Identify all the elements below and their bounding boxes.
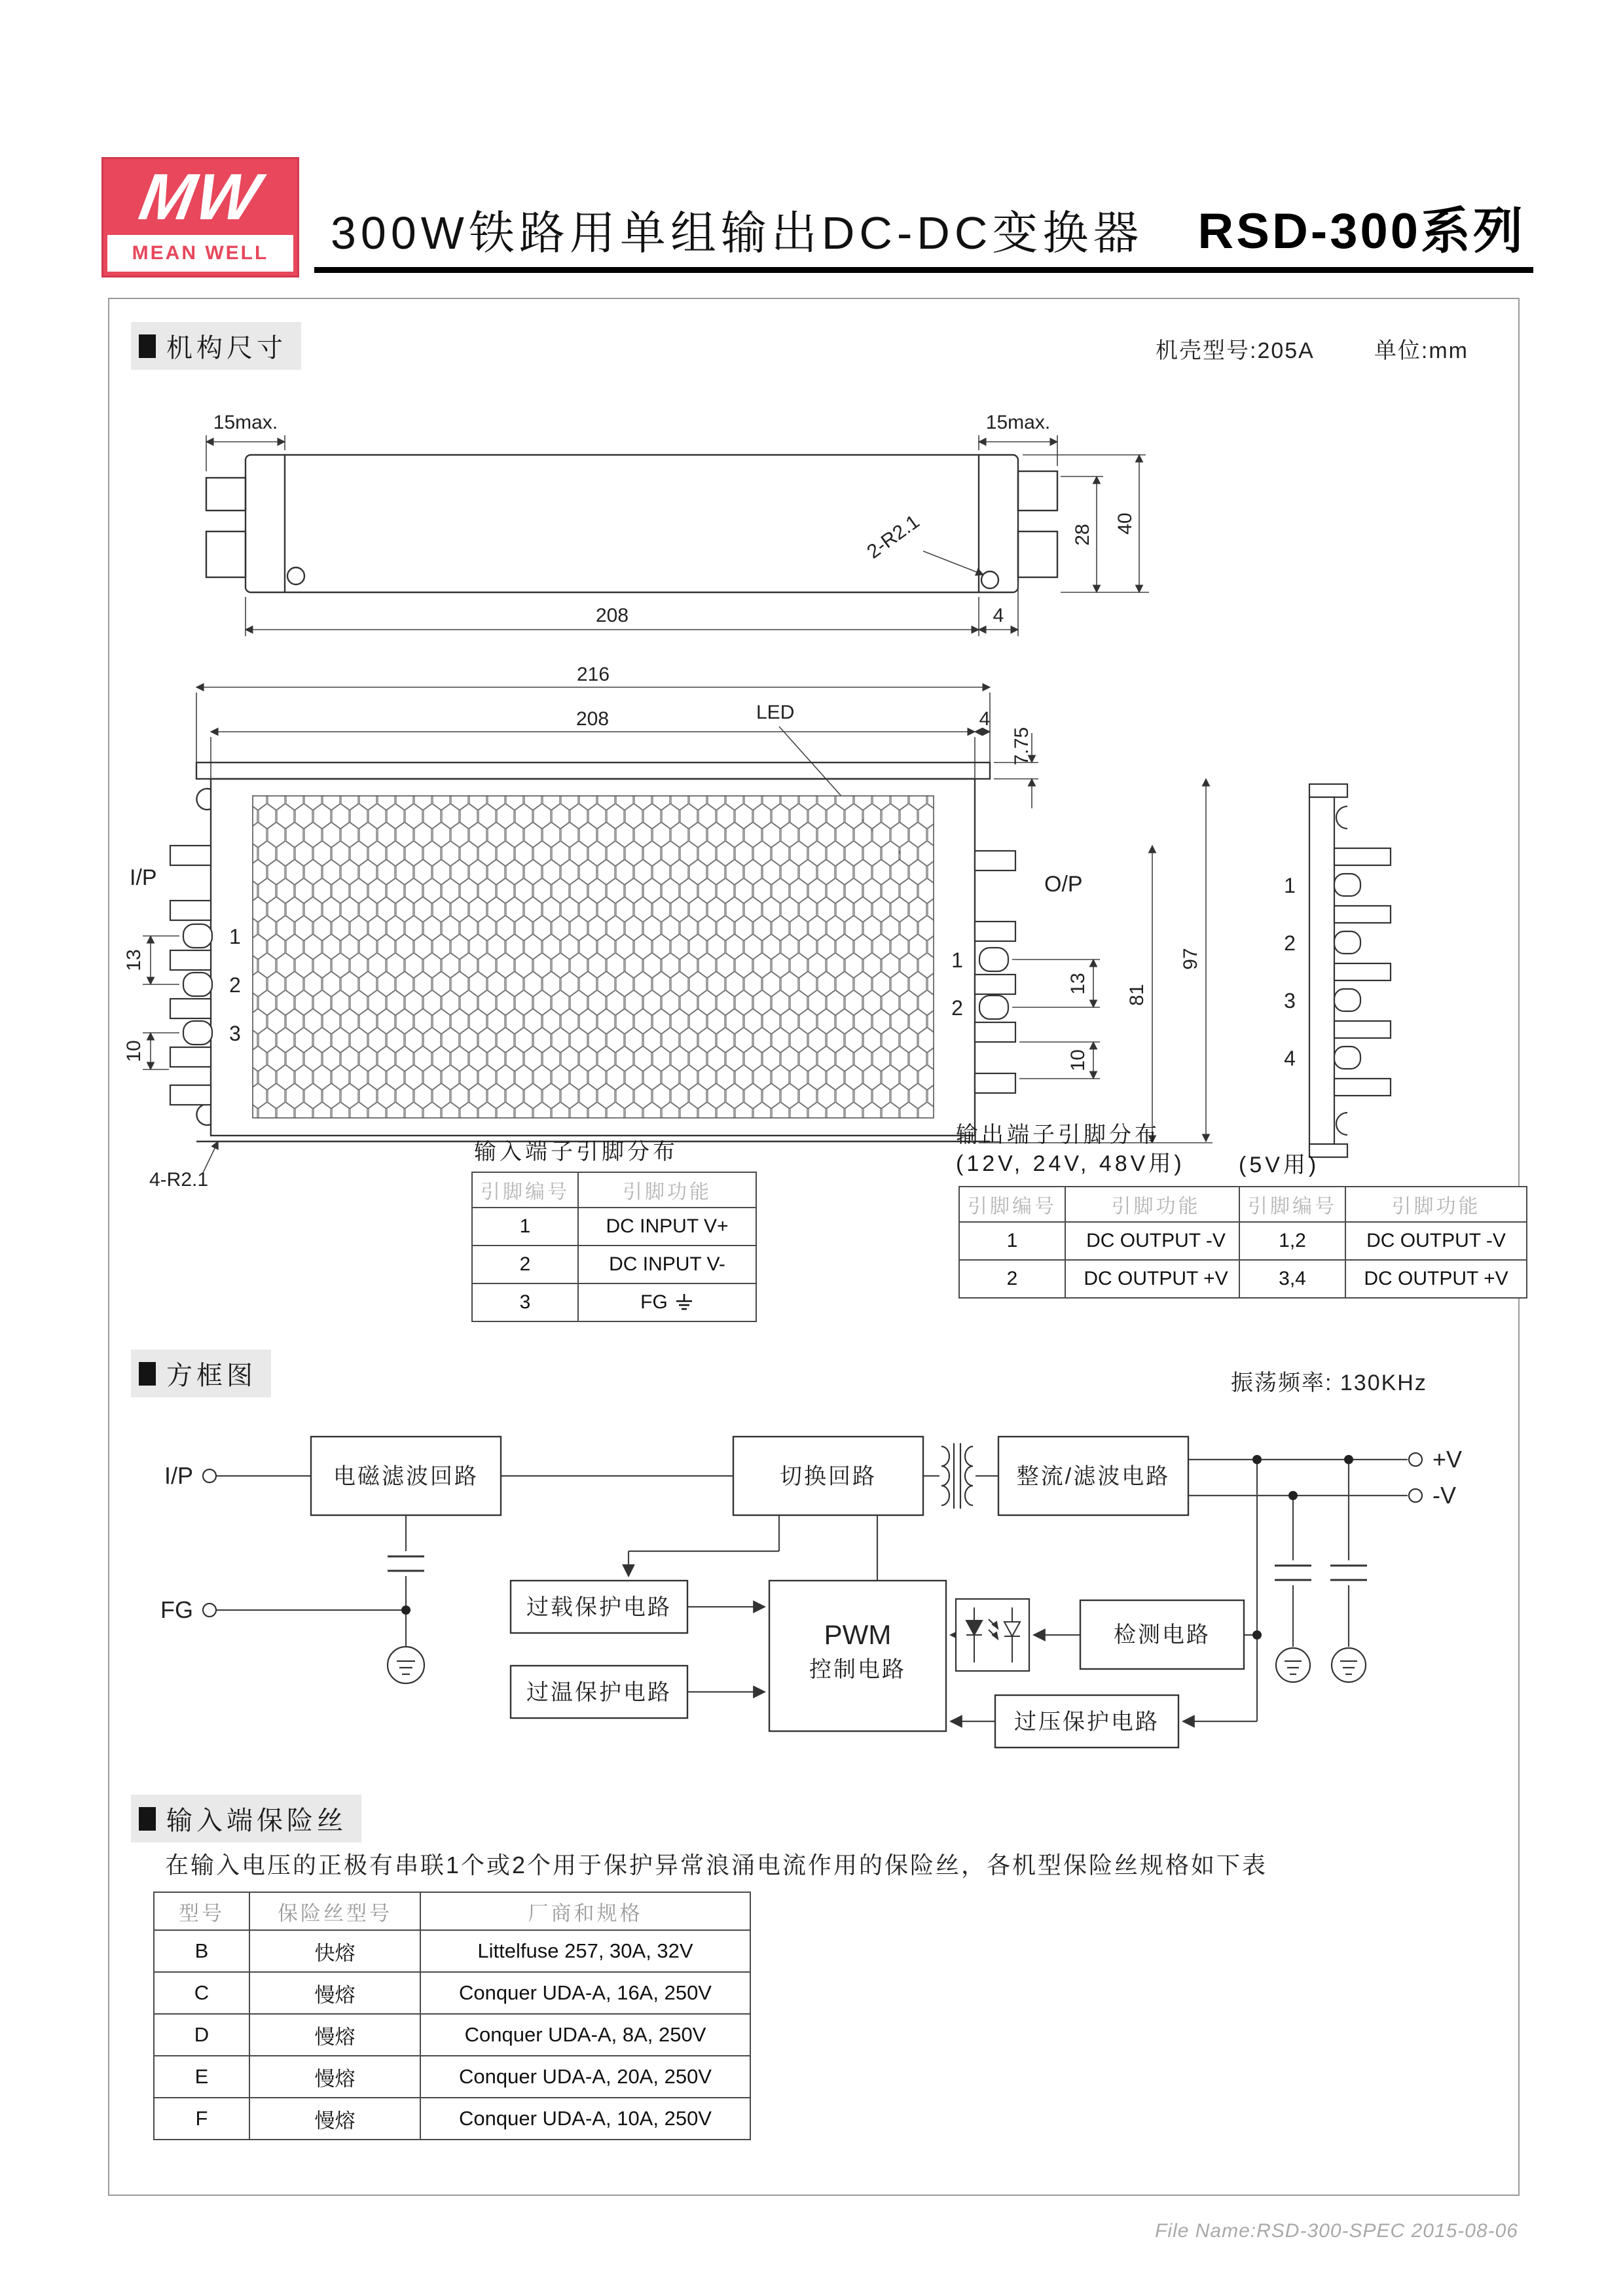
cell-model: B	[154, 1930, 249, 1972]
cell-vendor-spec: Conquer UDA-A, 20A, 250V	[420, 2056, 750, 2098]
output-pin-table-title	[956, 1121, 1185, 1178]
dim-208-front: 208	[575, 708, 610, 730]
dim-10-right: 10	[1067, 1049, 1089, 1071]
cell-model: D	[154, 2014, 249, 2056]
dim-10-left: 10	[123, 1040, 145, 1062]
cell-pin: 2	[472, 1246, 578, 1283]
fg-text: FG	[640, 1291, 668, 1313]
dim-15max-left: 15max.	[213, 412, 278, 433]
dim-15max-right: 15max.	[985, 412, 1051, 433]
input-pin-3: 3	[229, 1022, 241, 1045]
output-pin-2: 2	[951, 996, 963, 1020]
col-model: 型号	[154, 1892, 249, 1930]
connector-pin-4: 4	[1284, 1047, 1296, 1070]
cell-function-fg	[578, 1283, 756, 1321]
side-view-drawing	[183, 373, 1185, 655]
cell-function: DC INPUT V+	[578, 1208, 756, 1246]
table-row	[1239, 1260, 1527, 1298]
led-label: LED	[756, 702, 795, 723]
table-row	[154, 2014, 750, 2056]
dim-7-75: 7.75	[1011, 726, 1032, 766]
section-bullet-icon	[139, 1362, 156, 1386]
section-fuse-title: 输入端保险丝	[166, 1806, 347, 1835]
callout-4r21: 4-R2.1	[149, 1169, 209, 1191]
connector-pin-3: 3	[1284, 989, 1296, 1013]
block-switching: 切换回路	[780, 1464, 877, 1489]
cell-vendor-spec: Littelfuse 257, 30A, 32V	[420, 1930, 750, 1972]
dim-13-right: 13	[1067, 973, 1089, 995]
terminal-ip: I/P	[164, 1462, 193, 1489]
output-pin-1: 1	[951, 948, 963, 972]
unit-label: 单位:mm	[1374, 338, 1468, 363]
input-pin-table-title: 输入端子引脚分布	[474, 1139, 678, 1164]
connector-side-view	[1284, 784, 1391, 1157]
col-fuse-type: 保险丝型号	[249, 1892, 420, 1930]
input-pin-1: 1	[229, 925, 241, 948]
input-connector	[170, 846, 212, 1105]
oscillation-frequency-note: 振荡频率: 130KHz	[1231, 1371, 1427, 1395]
terminal-v-plus: +V	[1432, 1446, 1463, 1473]
cell-model: E	[154, 2056, 249, 2098]
block-diagram	[144, 1414, 1480, 1767]
dim-40: 40	[1114, 512, 1136, 535]
section-bullet-icon	[139, 1807, 156, 1831]
dim-208-side: 208	[595, 605, 629, 626]
dim-4-side: 4	[993, 605, 1004, 626]
section-fuse	[131, 1795, 361, 1842]
cell-vendor-spec: Conquer UDA-A, 10A, 250V	[420, 2098, 750, 2140]
col-pin-number: 引脚编号	[1239, 1187, 1345, 1222]
col-vendor-spec: 厂商和规格	[420, 1892, 750, 1930]
cell-function: DC OUTPUT +V	[1065, 1260, 1247, 1298]
connector-pin-2: 2	[1284, 931, 1296, 955]
output-table-title-line2: (12V, 24V, 48V用)	[956, 1151, 1185, 1177]
optocoupler-icon	[956, 1599, 1029, 1671]
cell-fuse-type: 慢熔	[249, 1972, 420, 2014]
cell-pin: 3,4	[1239, 1260, 1345, 1298]
terminal-fg: FG	[160, 1596, 193, 1623]
table-header-row	[472, 1172, 756, 1208]
callout-2r21: 2-R2.1	[863, 511, 924, 564]
block-overvoltage: 过压保护电路	[1014, 1710, 1159, 1734]
table-row	[472, 1246, 756, 1283]
col-pin-number: 引脚编号	[959, 1187, 1065, 1222]
cell-fuse-type: 慢熔	[249, 2056, 420, 2098]
block-pwm-line2: 控制电路	[809, 1657, 906, 1682]
input-pin-2: 2	[229, 973, 241, 997]
table-row	[154, 1972, 750, 2014]
block-overload: 过载保护电路	[526, 1595, 672, 1620]
col-pin-number: 引脚编号	[472, 1172, 578, 1208]
cell-function: DC INPUT V-	[578, 1246, 756, 1283]
block-rectifier: 整流/滤波电路	[1016, 1464, 1171, 1489]
side-view-outline	[206, 455, 1057, 592]
connector-pin-1: 1	[1284, 874, 1296, 897]
cell-function: DC OUTPUT -V	[1065, 1222, 1247, 1260]
block-emi-filter: 电磁滤波回路	[333, 1464, 479, 1489]
input-pin-table	[471, 1172, 757, 1322]
output-5v-table-title: (5V用)	[1239, 1153, 1320, 1177]
dim-216: 216	[576, 664, 610, 685]
page-title: 300W铁路用单组输出DC-DC变换器	[331, 207, 1144, 259]
ip-label: I/P	[130, 865, 157, 890]
cell-pin: 2	[959, 1260, 1065, 1298]
dim-97: 97	[1180, 948, 1201, 970]
table-header-row	[154, 1892, 750, 1930]
cell-vendor-spec: Conquer UDA-A, 8A, 250V	[420, 2014, 750, 2056]
logo-initials: MW	[134, 160, 266, 234]
col-pin-function: 引脚功能	[578, 1172, 756, 1208]
output-connector	[975, 851, 1015, 1093]
dim-81: 81	[1126, 984, 1148, 1006]
output-pin-table-5v	[1239, 1186, 1527, 1299]
table-row	[154, 2098, 750, 2140]
table-row	[472, 1283, 756, 1321]
table-row	[1239, 1222, 1527, 1260]
block-detection: 检测电路	[1114, 1623, 1211, 1647]
section-mechanical	[131, 322, 301, 370]
op-label: O/P	[1044, 872, 1083, 897]
case-model: 机壳型号:205A	[1156, 338, 1313, 363]
dim-4-front: 4	[979, 708, 991, 730]
section-block-diagram	[131, 1350, 271, 1397]
series-title: RSD-300系列	[1197, 204, 1525, 259]
side-view-dimension-lines	[206, 435, 1149, 636]
title-underline	[314, 267, 1533, 273]
output-table-title-line1: 输出端子引脚分布	[956, 1122, 1160, 1147]
block-overtemp: 过温保护电路	[526, 1680, 672, 1705]
terminal-v-minus: -V	[1432, 1482, 1456, 1509]
cell-fuse-type: 快熔	[249, 1930, 420, 1972]
table-row	[959, 1260, 1247, 1298]
fuse-note: 在输入电压的正极有串联1个或2个用于保护异常浪涌电流作用的保险丝，各机型保险丝规格如下表	[165, 1852, 1268, 1878]
ventilation-grid	[253, 796, 934, 1118]
cell-pin: 3	[472, 1283, 578, 1321]
meanwell-logo	[101, 157, 299, 278]
cell-function: DC OUTPUT +V	[1345, 1260, 1527, 1298]
file-info: File Name:RSD-300-SPEC 2015-08-06	[1155, 2220, 1518, 2242]
table-row	[154, 2056, 750, 2098]
cell-pin: 1,2	[1239, 1222, 1345, 1260]
cell-function: DC OUTPUT -V	[1345, 1222, 1527, 1260]
cell-fuse-type: 慢熔	[249, 2098, 420, 2140]
output-pin-table-main	[958, 1186, 1247, 1299]
logo-mark	[103, 159, 297, 235]
table-header-row	[1239, 1187, 1527, 1222]
transformer-icon	[941, 1443, 973, 1509]
block-pwm-line1: PWM	[824, 1619, 892, 1650]
col-pin-function: 引脚功能	[1345, 1187, 1527, 1222]
cell-vendor-spec: Conquer UDA-A, 16A, 250V	[420, 1972, 750, 2014]
dim-13-left: 13	[123, 949, 145, 971]
table-row	[154, 1930, 750, 1972]
cell-model: C	[154, 1972, 249, 2014]
fuse-table	[153, 1892, 751, 2140]
section-mechanical-title: 机构尺寸	[166, 334, 287, 363]
ground-icon	[674, 1293, 694, 1312]
logo-brand-name: MEAN WELL	[132, 242, 269, 264]
case-info	[1156, 332, 1468, 365]
cell-model: F	[154, 2098, 249, 2140]
dim-28: 28	[1072, 524, 1093, 546]
section-bullet-icon	[139, 334, 156, 358]
section-block-diagram-title: 方框图	[166, 1361, 257, 1390]
col-pin-function: 引脚功能	[1065, 1187, 1247, 1222]
cell-pin: 1	[472, 1208, 578, 1246]
table-row	[472, 1208, 756, 1246]
table-row	[959, 1222, 1247, 1260]
cell-pin: 1	[959, 1222, 1065, 1260]
cell-fuse-type: 慢熔	[249, 2014, 420, 2056]
logo-band	[107, 235, 293, 272]
table-header-row	[959, 1187, 1247, 1222]
